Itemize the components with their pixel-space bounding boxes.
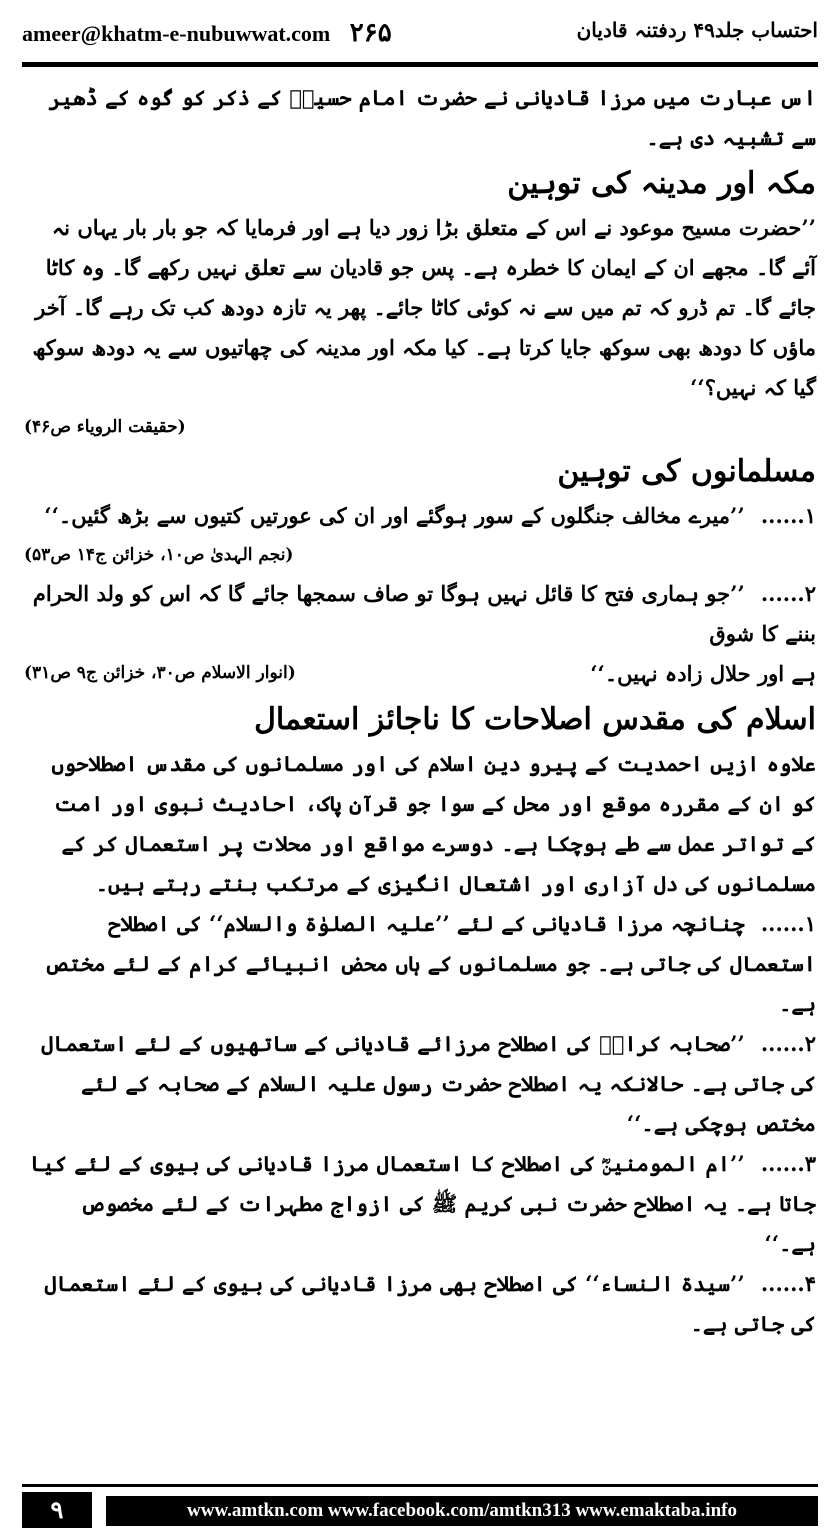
term-item-1 (24, 904, 816, 1024)
term-item-3-text: ’’ام المومنینؓ کی اصطلاح کا استعمال مرزا قادیانی کی بیوی کے لئے کیا جاتا ہے۔ یہ اصطلاح حضرت نبی کریم ﷺ کی ازواج مطہرات کے لئے مخصوص ہے۔‘‘ (30, 1151, 816, 1256)
item-1-text: ’’میرے مخالف جنگلوں کے سور ہوگئے اور ان کی عورتیں کتیوں سے بڑھ گئیں۔‘‘ (44, 503, 745, 528)
reference-3: (انوار الاسلام ص۳۰، خزائن ج۹ ص۳۱) (24, 663, 296, 683)
header-email-text: ameer@khatm-e-nubuwwat.com (22, 21, 331, 46)
term-item-3-number: ۳...... (760, 1151, 816, 1176)
footer-urls: www.amtkn.com www.facebook.com/amtkn313 www.emaktaba.info (106, 1496, 818, 1526)
term-item-4-number: ۴...... (760, 1271, 816, 1296)
term-item-4 (24, 1264, 816, 1344)
page-header (22, 14, 818, 56)
header-title: احتساب جلد۴۹ ردفتنہ قادیان (576, 18, 818, 42)
item-2-row (24, 654, 816, 694)
heading-muslims: مسلمانوں کی توہین (557, 454, 816, 489)
item-2-text-b: ہے اور حلال زادہ نہیں۔‘‘ (590, 661, 816, 686)
term-item-2-text: ’’صحابہ کرامؓ کی اصطلاح مرزائے قادیانی کے ساتھیوں کے لئے استعمال کی جاتی ہے۔ حالانکہ یہ اصطلاح حضرت رسول علیہ السلام کے صحابہ کے لئے مختص ہوچکی ہے۔‘‘ (41, 1031, 816, 1136)
paragraph-3: علاوہ ازیں احمدیت کے پیرو دین اسلام کی اور مسلمانوں کی مقدس اصطلاحوں کو ان کے مقررہ موقع اور محل کے سوا جو قرآن پاک، احادیث نبوی اور امت کے تواتر عمل سے طے ہوچکا ہے۔ دوسرے مواقع اور محلات پر استعمال کر کے مسلمانوں کی دل آزاری اور اشتعال انگیزی کے مرتکب بنتے رہتے ہیں۔ (51, 751, 816, 896)
item-2-number: ۲...... (760, 581, 816, 606)
heading-terms: اسلام کی مقدس اصلاحات کا ناجائز استعمال (254, 702, 816, 737)
term-item-1-text: چنانچہ مرزا قادیانی کے لئے ’’علیہ الصلوٰۃ والسلام‘‘ کی اصطلاح استعمال کی جاتی ہے۔ جو مسلمانوں کے ہاں محض انبیائے کرام کے لئے مختص ہے۔ (44, 911, 816, 1016)
page-footer (22, 1484, 818, 1528)
item-1 (24, 496, 816, 536)
term-item-1-number: ۱...... (760, 911, 816, 936)
term-item-2 (24, 1024, 816, 1144)
term-item-2-number: ۲...... (760, 1031, 816, 1056)
heading-makkah-madinah: مکہ اور مدینہ کی توہین (507, 166, 816, 201)
footer-rule (22, 1484, 818, 1487)
item-1-number: ۱...... (760, 503, 816, 528)
paragraph-1: اس عبارت میں مرزا قادیانی نے حضرت امام حسینؓ کے ذکر کو گوہ کے ڈھیر سے تشبیہ دی ہے۔ (48, 85, 816, 150)
term-item-4-text: ’’سیدۃ النساء‘‘ کی اصطلاح بھی مرزا قادیانی کی بیوی کے لئے استعمال کی جاتی ہے۔ (44, 1271, 816, 1336)
page-body (24, 78, 816, 1344)
reference-2: (نجم الہدیٰ ص۱۰، خزائن ج۱۴ ص۵۳) (24, 545, 294, 565)
item-2 (24, 574, 816, 654)
header-rule (22, 62, 818, 67)
header-email (22, 18, 392, 48)
footer-page-number: ۹ (22, 1492, 92, 1528)
header-page-number: ۲۶۵ (349, 18, 392, 47)
paragraph-2: ’’حضرت مسیح موعود نے اس کے متعلق بڑا زور دیا ہے اور فرمایا کہ جو بار بار یہاں نہ آئے گا۔ مجھے ان کے ایمان کا خطرہ ہے۔ پس جو قادیان سے تعلق نہیں رکھے گا۔ وہ کاٹا جائے گا۔ تم ڈرو کہ تم میں سے نہ کوئی کاٹا جائے۔ پھر یہ تازہ دودھ کب تک رہے گا۔ آخر ماؤں کا دودھ بھی سوکھ جایا کرتا ہے۔ کیا مکہ اور مدینہ کی چھاتیوں سے یہ دودھ سوکھ گیا کہ نہیں؟‘‘ (32, 215, 816, 400)
item-2-text-a: ’’جو ہماری فتح کا قائل نہیں ہوگا تو صاف سمجھا جائے گا کہ اس کو ولد الحرام بننے کا شوق (32, 581, 816, 646)
term-item-3 (24, 1144, 816, 1264)
reference-1: (حقیقت الرویاء ص۴۶) (24, 417, 186, 437)
